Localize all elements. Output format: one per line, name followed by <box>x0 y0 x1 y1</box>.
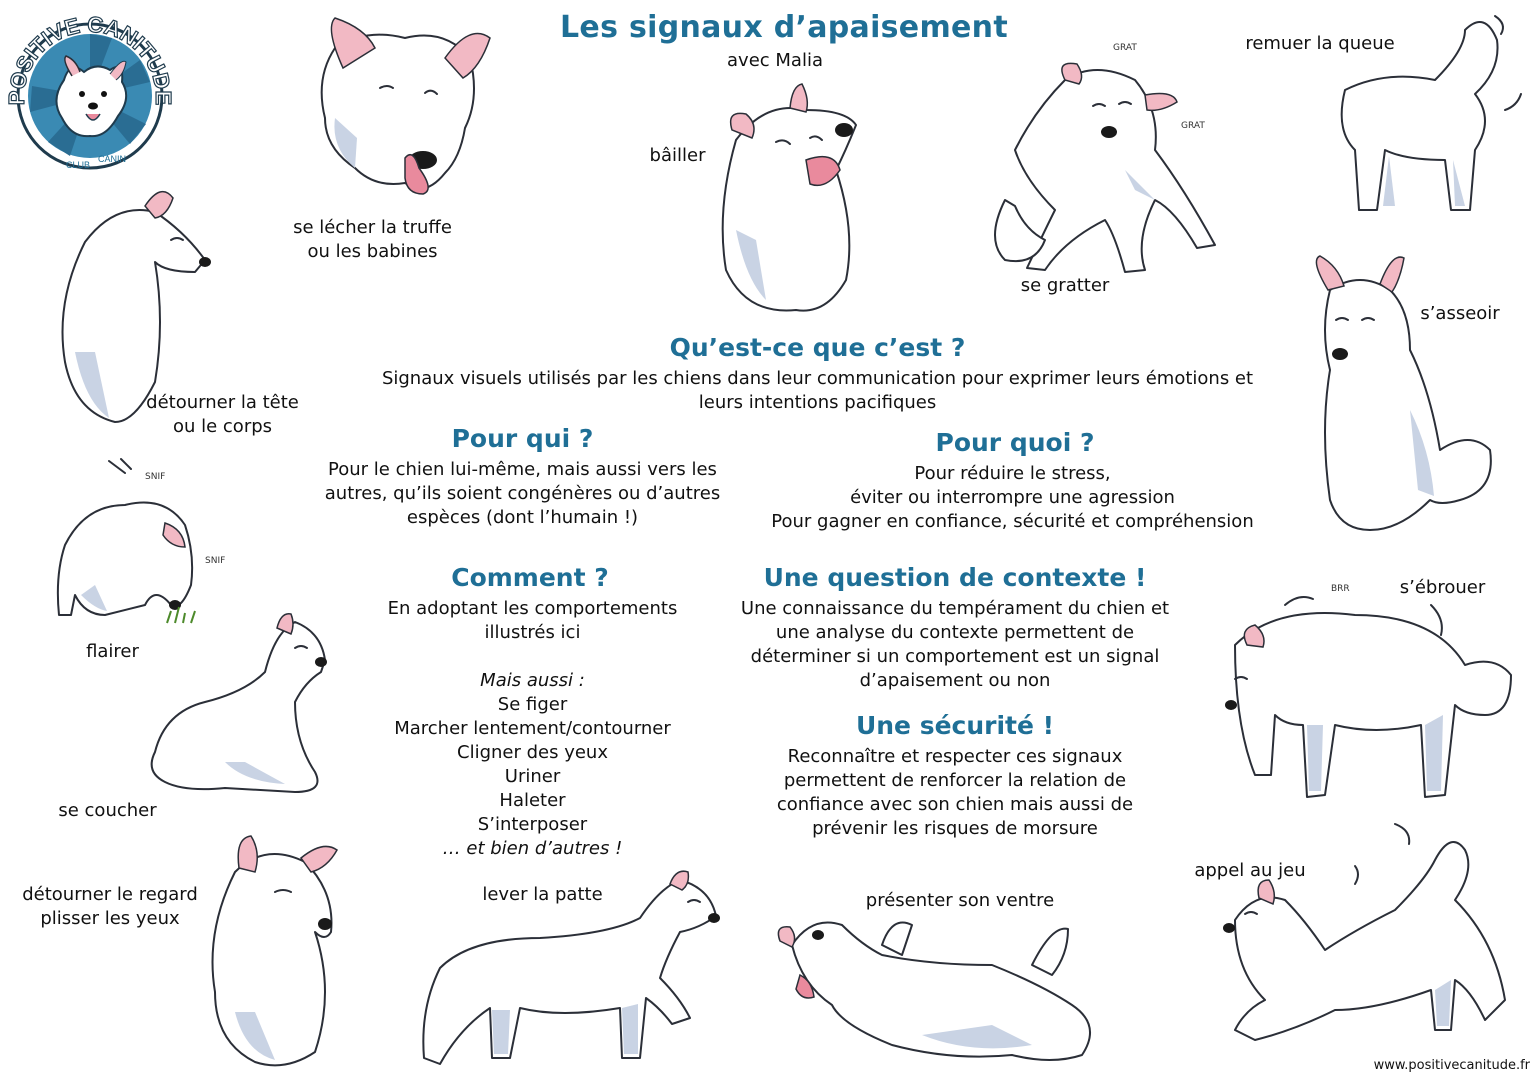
svg-text:SNIF: SNIF <box>205 556 226 566</box>
how-text <box>345 597 720 861</box>
signal-lick-label: se lécher la truffe <box>293 217 452 238</box>
page-title: Les signaux d’apaisement <box>560 10 1008 45</box>
dog-shake-illustration <box>1195 575 1520 805</box>
how-item: Cligner des yeux <box>457 742 608 763</box>
how-text-line-2: illustrés ici <box>484 622 581 643</box>
why-text-line-2: éviter ou interrompre une agression <box>850 487 1175 508</box>
signal-sniff-label: flairer <box>86 641 139 662</box>
signal-raise-paw-label: lever la patte <box>482 884 603 905</box>
signal-wag-label: remuer la queue <box>1245 33 1395 54</box>
context-text-line-1: Une connaissance du tempérament du chien et <box>740 598 1170 619</box>
why-text-line-3: Pour gagner en confiance, sécurité et compréhension <box>771 511 1254 532</box>
signal-lick-label-2: ou les babines <box>307 241 438 262</box>
signal-look-away-label-2: plisser les yeux <box>40 908 180 929</box>
how-text-line-1: En adoptant les comportements <box>387 598 678 619</box>
signal-shake-label: s’ébrouer <box>1399 577 1486 598</box>
safety-text <box>735 745 1175 841</box>
what-text-line-2: leurs intentions pacifiques <box>698 392 937 413</box>
dog-look-away-illustration <box>205 832 345 1072</box>
why-heading: Pour quoi ? <box>935 428 1095 457</box>
how-also-label: Mais aussi : <box>480 670 585 691</box>
signal-play-label: appel au jeu <box>1194 860 1306 881</box>
what-text-line-1: Signaux visuels utilisés par les chiens dans leur communication pour exprimer leurs émotions et <box>381 368 1254 389</box>
signal-yawn-label: bâiller <box>649 145 706 166</box>
context-text <box>705 597 1205 693</box>
svg-text:BRR: BRR <box>1331 584 1350 594</box>
what-heading: Qu’est-ce que c’est ? <box>669 333 966 362</box>
svg-text:GRAT: GRAT <box>1181 121 1205 131</box>
safety-heading: Une sécurité ! <box>855 711 1055 740</box>
signal-turn-head-label-2: ou le corps <box>172 416 273 437</box>
how-heading: Comment ? <box>451 563 609 592</box>
logo-brand-text <box>4 12 176 184</box>
signal-scratch-label: se gratter <box>1020 275 1110 296</box>
svg-text:POSITIVE CANITUDE: POSITIVE CANITUDE <box>3 11 177 106</box>
context-heading: Une question de contexte ! <box>763 563 1147 592</box>
signal-sit-label: s’asseoir <box>1420 303 1500 324</box>
scratch-sfx: GRAT <box>1113 43 1137 53</box>
signal-belly-label: présenter son ventre <box>865 890 1055 911</box>
safety-text-line-1: Reconnaître et respecter ces signaux <box>787 746 1123 767</box>
safety-text-line-3: confiance avec son chien mais aussi de <box>776 794 1134 815</box>
signal-look-away-label: détourner le regard <box>22 884 198 905</box>
how-item: Uriner <box>504 766 561 787</box>
how-closing: … et bien d’autres ! <box>442 838 623 859</box>
how-item: Haleter <box>499 790 566 811</box>
dog-lie-down-illustration <box>145 612 335 802</box>
svg-text:SNIF: SNIF <box>145 472 166 482</box>
dog-belly-illustration <box>772 905 1102 1070</box>
dog-play-illustration <box>1215 820 1520 1060</box>
safety-text-line-4: prévenir les risques de morsure <box>812 818 1098 839</box>
who-text-line-2: autres, qu’ils soient congénères ou d’autres <box>324 483 721 504</box>
how-item: S’interposer <box>477 814 588 835</box>
who-text <box>300 458 745 530</box>
who-text-line-1: Pour le chien lui-même, mais aussi vers les <box>328 459 717 480</box>
dog-yawn-illustration <box>706 80 866 320</box>
website-url[interactable]: www.positivecanitude.fr <box>1373 1058 1530 1073</box>
how-item: Marcher lentement/contourner <box>394 718 671 739</box>
signal-lie-down-label: se coucher <box>58 800 157 821</box>
what-text <box>310 367 1325 415</box>
why-text <box>735 462 1290 534</box>
signal-turn-head-label: détourner la tête <box>146 392 299 413</box>
dog-sit-illustration <box>1300 250 1500 535</box>
who-text-line-3: espèces (dont l’humain !) <box>406 507 639 528</box>
context-text-line-3: déterminer si un comportement est un signal <box>750 646 1160 667</box>
context-text-line-2: une analyse du contexte permettent de <box>775 622 1135 643</box>
dog-sniff-illustration <box>45 455 240 635</box>
how-item: Se figer <box>497 694 568 715</box>
svg-text:CANIN: CANIN <box>98 154 127 164</box>
page-subtitle: avec Malia <box>727 50 823 71</box>
why-text-line-1: Pour réduire le stress, <box>914 463 1111 484</box>
svg-text:CLUB: CLUB <box>66 160 91 170</box>
dog-lick-illustration <box>295 8 495 213</box>
safety-text-line-2: permettent de renforcer la relation de <box>783 770 1127 791</box>
dog-scratch-illustration <box>985 40 1225 280</box>
who-heading: Pour qui ? <box>451 424 594 453</box>
context-text-line-4: d’apaisement ou non <box>859 670 1051 691</box>
